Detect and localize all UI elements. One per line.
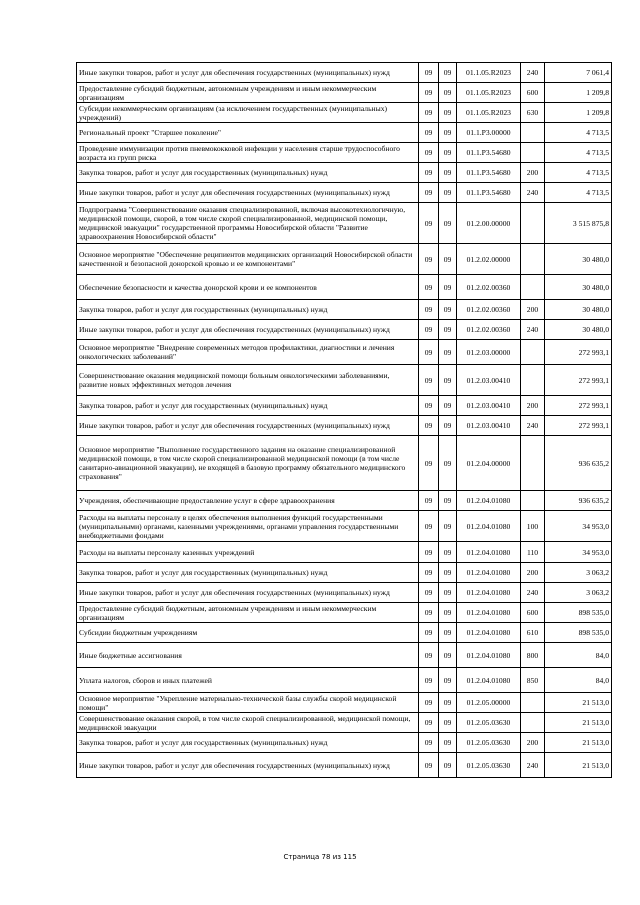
row-amount-cell: 21 513,0 <box>545 733 612 753</box>
row-target-article-cell: 01.2.04.01080 <box>457 668 521 693</box>
row-expense-type-cell <box>521 203 545 244</box>
row-expense-type-cell: 240 <box>521 63 545 83</box>
row-target-article-cell: 01.1.P3.00000 <box>457 123 521 143</box>
row-section-cell: 09 <box>419 300 439 320</box>
table-row <box>77 693 612 713</box>
table-row <box>77 436 612 491</box>
row-name-cell: Закупка товаров, работ и услуг для государственных (муниципальных) нужд <box>77 733 419 753</box>
row-target-article-cell: 01.2.02.00000 <box>457 244 521 275</box>
row-section-cell: 09 <box>419 693 439 713</box>
row-section-cell: 09 <box>419 713 439 733</box>
row-amount-cell: 30 480,0 <box>545 320 612 340</box>
table-row <box>77 320 612 340</box>
row-subsection-cell: 09 <box>439 563 457 583</box>
table-row <box>77 511 612 542</box>
table-row <box>77 340 612 365</box>
row-name-cell: Уплата налогов, сборов и иных платежей <box>77 668 419 693</box>
row-subsection-cell: 09 <box>439 163 457 183</box>
row-amount-cell: 21 513,0 <box>545 713 612 733</box>
row-amount-cell: 272 993,1 <box>545 340 612 365</box>
row-subsection-cell: 09 <box>439 244 457 275</box>
budget-table-body <box>77 63 612 778</box>
row-section-cell: 09 <box>419 183 439 203</box>
row-section-cell: 09 <box>419 753 439 778</box>
row-section-cell: 09 <box>419 63 439 83</box>
table-row <box>77 83 612 103</box>
row-name-cell: Основное мероприятие "Внедрение современных методов профилактики, диагностики и лечения онкологических заболеваний" <box>77 340 419 365</box>
row-name-cell: Расходы на выплаты персоналу в целях обеспечения выполнения функций государственными (муниципальными) органами, казенными учреждениями, органами управления государственными внебюджетными фондами <box>77 511 419 542</box>
row-name-cell: Закупка товаров, работ и услуг для государственных (муниципальных) нужд <box>77 163 419 183</box>
row-target-article-cell: 01.2.03.00000 <box>457 340 521 365</box>
row-expense-type-cell: 850 <box>521 668 545 693</box>
row-expense-type-cell: 110 <box>521 542 545 563</box>
row-amount-cell: 30 480,0 <box>545 275 612 300</box>
row-section-cell: 09 <box>419 244 439 275</box>
row-target-article-cell: 01.1.05.R2023 <box>457 83 521 103</box>
row-expense-type-cell <box>521 275 545 300</box>
row-section-cell: 09 <box>419 542 439 563</box>
row-section-cell: 09 <box>419 340 439 365</box>
row-amount-cell: 7 061,4 <box>545 63 612 83</box>
row-amount-cell: 4 713,5 <box>545 183 612 203</box>
row-target-article-cell: 01.2.03.00410 <box>457 416 521 436</box>
row-amount-cell: 30 480,0 <box>545 244 612 275</box>
row-amount-cell: 34 953,0 <box>545 511 612 542</box>
row-subsection-cell: 09 <box>439 275 457 300</box>
row-expense-type-cell: 800 <box>521 643 545 668</box>
row-name-cell: Субсидии некоммерческим организациям (за исключением государственных (муниципальных) учреждений) <box>77 103 419 123</box>
row-expense-type-cell: 240 <box>521 416 545 436</box>
row-target-article-cell: 01.2.04.01080 <box>457 583 521 603</box>
row-section-cell: 09 <box>419 491 439 511</box>
table-row <box>77 668 612 693</box>
table-row <box>77 603 612 623</box>
row-section-cell: 09 <box>419 143 439 163</box>
row-section-cell: 09 <box>419 643 439 668</box>
row-subsection-cell: 09 <box>439 583 457 603</box>
row-subsection-cell: 09 <box>439 733 457 753</box>
row-name-cell: Основное мероприятие "Укрепление материально-технической базы службы скорой медицинской помощи" <box>77 693 419 713</box>
table-row <box>77 416 612 436</box>
row-amount-cell: 272 993,1 <box>545 365 612 396</box>
table-row <box>77 396 612 416</box>
table-row <box>77 244 612 275</box>
row-target-article-cell: 01.2.03.00410 <box>457 365 521 396</box>
row-name-cell: Иные закупки товаров, работ и услуг для обеспечения государственных (муниципальных) нужд <box>77 183 419 203</box>
row-name-cell: Предоставление субсидий бюджетным, автономным учреждениям и иным некоммерческим организациям <box>77 83 419 103</box>
row-amount-cell: 898 535,0 <box>545 603 612 623</box>
table-row <box>77 733 612 753</box>
table-row <box>77 143 612 163</box>
row-amount-cell: 84,0 <box>545 668 612 693</box>
row-subsection-cell: 09 <box>439 123 457 143</box>
row-amount-cell: 936 635,2 <box>545 491 612 511</box>
row-name-cell: Иные закупки товаров, работ и услуг для обеспечения государственных (муниципальных) нужд <box>77 753 419 778</box>
row-amount-cell: 936 635,2 <box>545 436 612 491</box>
row-subsection-cell: 09 <box>439 203 457 244</box>
row-section-cell: 09 <box>419 320 439 340</box>
row-expense-type-cell: 100 <box>521 511 545 542</box>
row-expense-type-cell <box>521 491 545 511</box>
row-section-cell: 09 <box>419 163 439 183</box>
row-expense-type-cell: 200 <box>521 733 545 753</box>
row-section-cell: 09 <box>419 511 439 542</box>
row-amount-cell: 21 513,0 <box>545 753 612 778</box>
row-target-article-cell: 01.2.05.03630 <box>457 753 521 778</box>
budget-table <box>76 62 612 778</box>
row-section-cell: 09 <box>419 563 439 583</box>
row-target-article-cell: 01.2.04.01080 <box>457 542 521 563</box>
row-subsection-cell: 09 <box>439 63 457 83</box>
table-row <box>77 123 612 143</box>
table-row <box>77 643 612 668</box>
row-section-cell: 09 <box>419 668 439 693</box>
row-target-article-cell: 01.2.00.00000 <box>457 203 521 244</box>
row-subsection-cell: 09 <box>439 603 457 623</box>
table-row <box>77 713 612 733</box>
table-row <box>77 63 612 83</box>
row-section-cell: 09 <box>419 123 439 143</box>
row-name-cell: Иные закупки товаров, работ и услуг для обеспечения государственных (муниципальных) нужд <box>77 320 419 340</box>
row-subsection-cell: 09 <box>439 713 457 733</box>
table-row <box>77 542 612 563</box>
row-target-article-cell: 01.2.04.01080 <box>457 491 521 511</box>
row-name-cell: Предоставление субсидий бюджетным, автономным учреждениям и иным некоммерческим организациям <box>77 603 419 623</box>
row-amount-cell: 4 713,5 <box>545 123 612 143</box>
row-subsection-cell: 09 <box>439 542 457 563</box>
row-subsection-cell: 09 <box>439 183 457 203</box>
row-expense-type-cell: 200 <box>521 163 545 183</box>
row-expense-type-cell <box>521 143 545 163</box>
table-row <box>77 103 612 123</box>
row-section-cell: 09 <box>419 83 439 103</box>
row-name-cell: Иные бюджетные ассигнования <box>77 643 419 668</box>
row-target-article-cell: 01.2.05.03630 <box>457 733 521 753</box>
row-expense-type-cell <box>521 365 545 396</box>
row-amount-cell: 3 063,2 <box>545 563 612 583</box>
row-amount-cell: 4 713,5 <box>545 163 612 183</box>
row-target-article-cell: 01.2.05.00000 <box>457 693 521 713</box>
row-amount-cell: 84,0 <box>545 643 612 668</box>
row-subsection-cell: 09 <box>439 143 457 163</box>
table-row <box>77 623 612 643</box>
row-amount-cell: 21 513,0 <box>545 693 612 713</box>
row-expense-type-cell: 200 <box>521 396 545 416</box>
row-section-cell: 09 <box>419 365 439 396</box>
row-section-cell: 09 <box>419 623 439 643</box>
row-expense-type-cell: 240 <box>521 583 545 603</box>
row-name-cell: Подпрограмма "Совершенствование оказания специализированной, включая высокотехнологичную, медицинской помощи, скорой, в том числе скорой специализированной, медицинской помощи, медицинской эвакуации" государственной программы Новосибирской области "Развитие здравоохранения Новосибирской области" <box>77 203 419 244</box>
row-subsection-cell: 09 <box>439 623 457 643</box>
row-section-cell: 09 <box>419 583 439 603</box>
row-expense-type-cell <box>521 436 545 491</box>
row-subsection-cell: 09 <box>439 511 457 542</box>
row-name-cell: Иные закупки товаров, работ и услуг для обеспечения государственных (муниципальных) нужд <box>77 416 419 436</box>
row-target-article-cell: 01.2.04.01080 <box>457 563 521 583</box>
row-expense-type-cell: 600 <box>521 83 545 103</box>
table-row <box>77 163 612 183</box>
row-subsection-cell: 09 <box>439 436 457 491</box>
row-name-cell: Основное мероприятие "Обеспечение реципиентов медицинских организаций Новосибирской области качественной и безопасной донорской кровью и ее компонентами" <box>77 244 419 275</box>
row-expense-type-cell <box>521 713 545 733</box>
row-name-cell: Проведение иммунизации против пневмококковой инфекции у населения старше трудоспособного возраста из групп риска <box>77 143 419 163</box>
row-target-article-cell: 01.1.05.R2023 <box>457 63 521 83</box>
row-target-article-cell: 01.2.04.01080 <box>457 603 521 623</box>
row-amount-cell: 1 209,8 <box>545 103 612 123</box>
row-name-cell: Закупка товаров, работ и услуг для государственных (муниципальных) нужд <box>77 300 419 320</box>
row-name-cell: Закупка товаров, работ и услуг для государственных (муниципальных) нужд <box>77 396 419 416</box>
row-name-cell: Основное мероприятие "Выполнение государственного задания на оказание специализированной медицинской помощи, в том числе скорой специализированной медицинской помощи (в том числе санитарно-авиационной эвакуации), не входящей в базовую программу обязательного медицинского страхования" <box>77 436 419 491</box>
row-target-article-cell: 01.2.04.00000 <box>457 436 521 491</box>
row-target-article-cell: 01.1.P3.54680 <box>457 143 521 163</box>
row-section-cell: 09 <box>419 103 439 123</box>
table-row <box>77 753 612 778</box>
row-section-cell: 09 <box>419 275 439 300</box>
table-row <box>77 203 612 244</box>
row-expense-type-cell <box>521 340 545 365</box>
row-target-article-cell: 01.2.05.03630 <box>457 713 521 733</box>
row-expense-type-cell <box>521 244 545 275</box>
row-expense-type-cell: 630 <box>521 103 545 123</box>
row-amount-cell: 4 713,5 <box>545 143 612 163</box>
row-name-cell: Обеспечение безопасности и качества донорской крови и ее компонентов <box>77 275 419 300</box>
row-subsection-cell: 09 <box>439 668 457 693</box>
row-subsection-cell: 09 <box>439 753 457 778</box>
row-name-cell: Совершенствование оказания скорой, в том числе скорой специализированной, медицинской помощи, медицинской эвакуации <box>77 713 419 733</box>
row-amount-cell: 272 993,1 <box>545 416 612 436</box>
row-expense-type-cell: 200 <box>521 300 545 320</box>
row-section-cell: 09 <box>419 733 439 753</box>
table-row <box>77 563 612 583</box>
row-subsection-cell: 09 <box>439 643 457 668</box>
page-footer: Страница 78 из 115 <box>283 853 357 861</box>
row-subsection-cell: 09 <box>439 320 457 340</box>
row-target-article-cell: 01.2.02.00360 <box>457 320 521 340</box>
row-target-article-cell: 01.1.05.R2023 <box>457 103 521 123</box>
row-subsection-cell: 09 <box>439 491 457 511</box>
table-row <box>77 491 612 511</box>
row-target-article-cell: 01.2.02.00360 <box>457 275 521 300</box>
row-amount-cell: 1 209,8 <box>545 83 612 103</box>
row-target-article-cell: 01.1.P3.54680 <box>457 163 521 183</box>
row-expense-type-cell <box>521 693 545 713</box>
row-expense-type-cell <box>521 123 545 143</box>
table-row <box>77 583 612 603</box>
row-expense-type-cell: 240 <box>521 753 545 778</box>
row-name-cell: Региональный проект "Старшее поколение" <box>77 123 419 143</box>
row-name-cell: Совершенствование оказания медицинской помощи больным онкологическими заболеваниями, развитие новых эффективных методов лечения <box>77 365 419 396</box>
row-expense-type-cell: 240 <box>521 183 545 203</box>
row-amount-cell: 34 953,0 <box>545 542 612 563</box>
row-expense-type-cell: 240 <box>521 320 545 340</box>
row-name-cell: Закупка товаров, работ и услуг для государственных (муниципальных) нужд <box>77 563 419 583</box>
row-amount-cell: 30 480,0 <box>545 300 612 320</box>
row-subsection-cell: 09 <box>439 83 457 103</box>
table-row <box>77 183 612 203</box>
table-row <box>77 365 612 396</box>
row-subsection-cell: 09 <box>439 103 457 123</box>
table-row <box>77 300 612 320</box>
row-name-cell: Учреждения, обеспечивающие предоставление услуг в сфере здравоохранения <box>77 491 419 511</box>
row-section-cell: 09 <box>419 416 439 436</box>
row-expense-type-cell: 600 <box>521 603 545 623</box>
row-target-article-cell: 01.1.P3.54680 <box>457 183 521 203</box>
table-row <box>77 275 612 300</box>
row-section-cell: 09 <box>419 603 439 623</box>
row-subsection-cell: 09 <box>439 340 457 365</box>
row-target-article-cell: 01.2.02.00360 <box>457 300 521 320</box>
row-subsection-cell: 09 <box>439 416 457 436</box>
row-expense-type-cell: 200 <box>521 563 545 583</box>
row-amount-cell: 272 993,1 <box>545 396 612 416</box>
row-amount-cell: 3 515 875,8 <box>545 203 612 244</box>
row-name-cell: Иные закупки товаров, работ и услуг для обеспечения государственных (муниципальных) нужд <box>77 583 419 603</box>
row-name-cell: Субсидии бюджетным учреждениям <box>77 623 419 643</box>
row-target-article-cell: 01.2.03.00410 <box>457 396 521 416</box>
row-section-cell: 09 <box>419 203 439 244</box>
row-amount-cell: 3 063,2 <box>545 583 612 603</box>
row-subsection-cell: 09 <box>439 693 457 713</box>
row-section-cell: 09 <box>419 396 439 416</box>
row-subsection-cell: 09 <box>439 396 457 416</box>
row-amount-cell: 898 535,0 <box>545 623 612 643</box>
row-subsection-cell: 09 <box>439 300 457 320</box>
row-target-article-cell: 01.2.04.01080 <box>457 623 521 643</box>
row-target-article-cell: 01.2.04.01080 <box>457 511 521 542</box>
row-expense-type-cell: 610 <box>521 623 545 643</box>
row-target-article-cell: 01.2.04.01080 <box>457 643 521 668</box>
row-name-cell: Расходы на выплаты персоналу казенных учреждений <box>77 542 419 563</box>
row-section-cell: 09 <box>419 436 439 491</box>
row-subsection-cell: 09 <box>439 365 457 396</box>
row-name-cell: Иные закупки товаров, работ и услуг для обеспечения государственных (муниципальных) нужд <box>77 63 419 83</box>
